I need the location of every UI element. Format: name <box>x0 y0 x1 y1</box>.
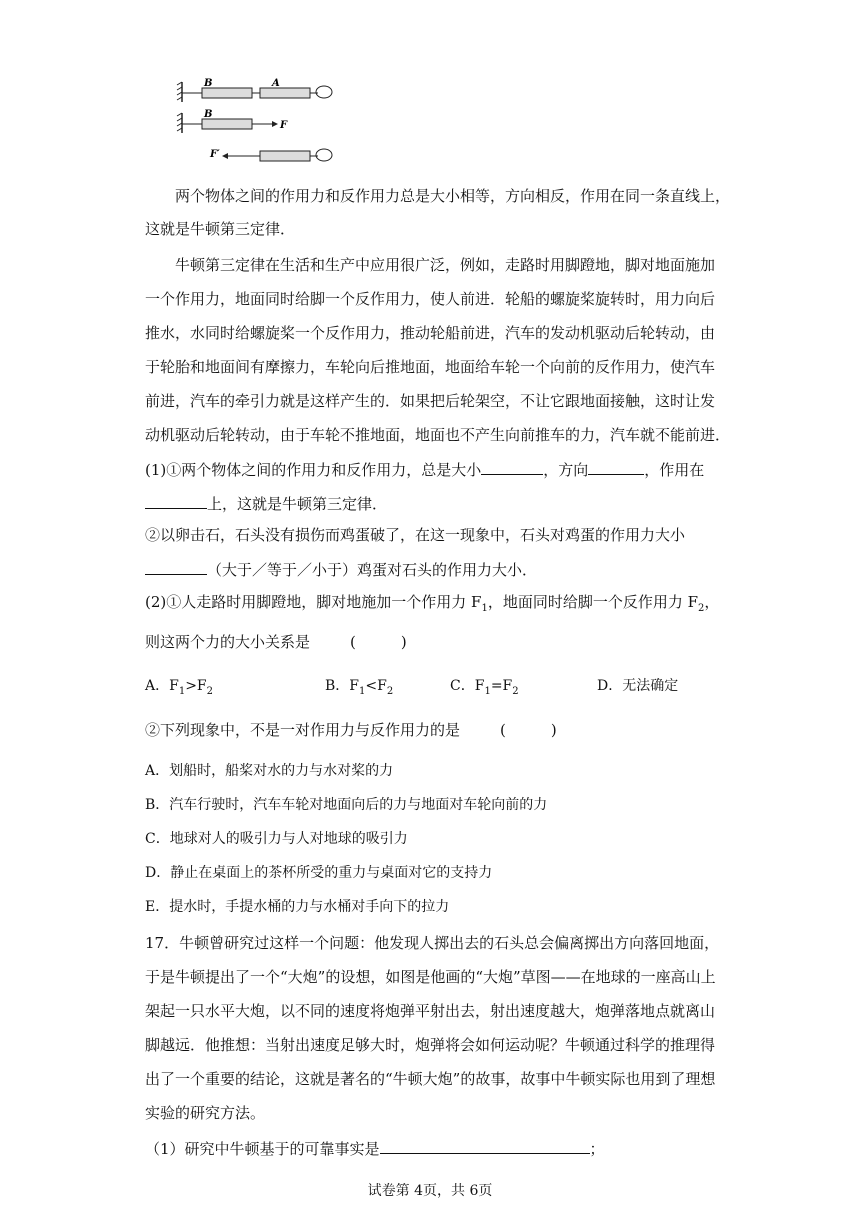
q1-b-line1: ②以卵击石，石头没有损伤而鸡蛋破了，在这一现象中，石头对鸡蛋的作用力大小 <box>145 526 686 544</box>
answer-blank[interactable] <box>145 492 207 509</box>
option-e[interactable]: E．提水时，手提水桶的力与水桶对手向下的拉力 <box>145 899 450 915</box>
q17-line3: 架起一只水平大炮，以不同的速度将炮弹平射出去，射出速度越大，炮弹落地点就离山 <box>145 1002 716 1020</box>
option-d[interactable]: D．静止在桌面上的茶杯所受的重力与桌面对它的支持力 <box>145 865 493 881</box>
answer-paren[interactable]: ( ) <box>500 721 557 739</box>
option-b[interactable]: B．汽车行驶时，汽车车轮对地面向后的力与地面对车轮向前的力 <box>145 797 548 813</box>
wall-icon <box>177 82 182 102</box>
spring-scale-figure <box>176 76 336 166</box>
para2-line1: 牛顿第三定律在生活和生产中应用很广泛，例如，走路时用脚蹬地，脚对地面施加 <box>175 256 716 274</box>
answer-blank[interactable] <box>380 1137 590 1154</box>
para2-line5: 前进，汽车的牵引力就是这样产生的．如果把后轮架空，不让它跟地面接触，这时让发 <box>145 392 716 410</box>
para2-line6: 动机驱动后轮转动，由于车轮不推地面，地面也不产生向前推车的力，汽车就不能前进． <box>145 426 731 444</box>
answer-blank[interactable] <box>145 558 207 575</box>
q17-sub1: （1）研究中牛顿基于的可靠事实是 ； <box>145 1137 605 1159</box>
spring-scale-icon <box>202 88 252 98</box>
option-a[interactable]: A．划船时，船桨对水的力与水对桨的力 <box>145 763 394 779</box>
q17-line6: 实验的研究方法。 <box>145 1104 266 1122</box>
q17-line1: 17．牛顿曾研究过这样一个问题：他发现人掷出去的石头总会偏离掷出方向落回地面， <box>145 934 720 952</box>
option-a[interactable]: A．$F_1>F_2$ <box>145 678 214 697</box>
q1-a-line2: 上，这就是牛顿第三定律． <box>145 492 387 514</box>
q17-line5: 出了一个重要的结论，这就是著名的“牛顿大炮”的故事，故事中牛顿实际也用到了理想 <box>145 1070 716 1088</box>
page-footer: 试卷第 4页，共 6页 <box>367 1183 493 1199</box>
label-a: A <box>272 78 280 89</box>
para2-line3: 推水，水同时给螺旋桨一个反作用力，推动轮船前进，汽车的发动机驱动后轮转动，由 <box>145 324 716 342</box>
q17-line4: 脚越远．他推想：当射出速度足够大时，炮弹将会如何运动呢？牛顿通过科学的推理得 <box>145 1036 716 1054</box>
option-c[interactable]: C．$F_1=F_2$ <box>450 678 519 697</box>
option-d[interactable]: D．无法确定 <box>597 678 679 694</box>
q1-b-line2: （大于／等于／小于）鸡蛋对石头的作用力大小． <box>145 558 537 580</box>
q1-a-line1: (1)①两个物体之间的作用力和反作用力，总是大小 ，方向 ，作用在 <box>145 458 704 480</box>
option-c[interactable]: C．地球对人的吸引力与人对地球的吸引力 <box>145 831 408 847</box>
option-b[interactable]: B．$F_1<F_2$ <box>325 678 394 697</box>
label-b: B <box>204 78 213 89</box>
para1-line2: 这就是牛顿第三定律． <box>145 220 296 238</box>
label-f: F <box>280 120 288 131</box>
label-f-prime: F′ <box>210 149 220 160</box>
para2-line2: 一个作用力，地面同时给脚一个反作用力，使人前进．轮船的螺旋桨旋转时，用力向后 <box>145 290 716 308</box>
q2-b-line: ②下列现象中，不是一对作用力与反作用力的是 ( ) <box>145 721 557 739</box>
q2-a-line2: 则这两个力的大小关系是 ( ) <box>145 633 407 651</box>
hand-icon <box>316 86 332 98</box>
answer-blank[interactable] <box>481 458 543 475</box>
para1-line1: 两个物体之间的作用力和反作用力总是大小相等，方向相反，作用在同一条直线上， <box>175 187 731 205</box>
label-b2: B <box>204 109 213 120</box>
q2-a-line1: (2)①人走路时用脚蹬地，脚对地施加一个作用力 $F_1$，地面同时给脚一个反作用力 $F_2$， <box>145 593 720 614</box>
para2-line4: 于轮胎和地面间有摩擦力，车轮向后推地面，地面给车轮一个向前的反作用力，使汽车 <box>145 358 716 376</box>
answer-blank[interactable] <box>588 458 644 475</box>
answer-paren[interactable]: ( ) <box>350 633 407 651</box>
q17-line2: 于是牛顿提出了一个“大炮”的设想，如图是他画的“大炮”草图——在地球的一座高山上 <box>145 968 716 986</box>
